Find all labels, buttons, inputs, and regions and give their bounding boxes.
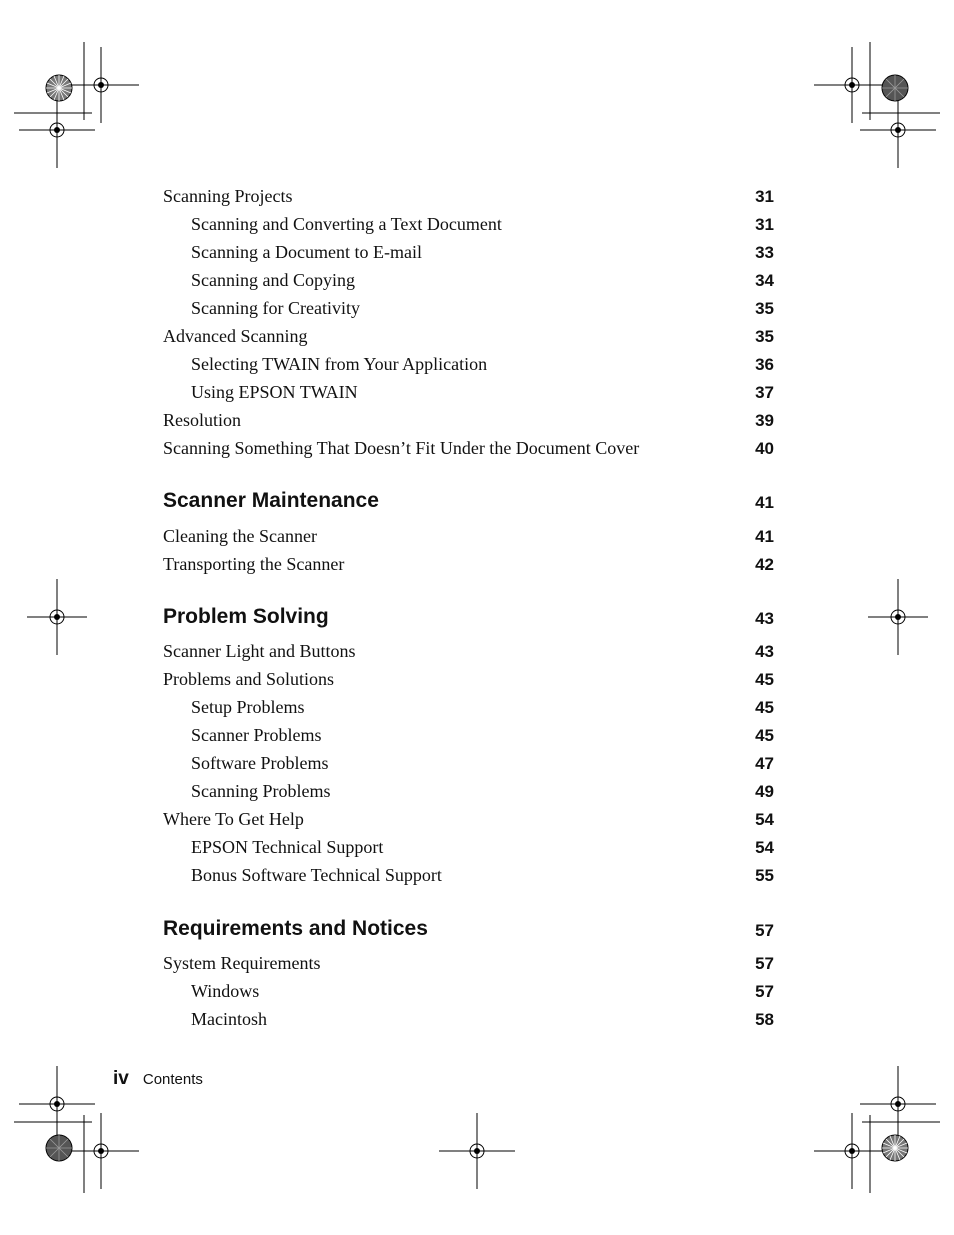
- toc-page-number: 35: [755, 327, 774, 346]
- star-target-icon: [46, 1135, 72, 1161]
- toc-page-number: 57: [755, 954, 774, 973]
- toc-chapter-heading[interactable]: [0, 605, 954, 636]
- registration-target-icon: [860, 1066, 936, 1142]
- toc-page-number: 47: [755, 754, 774, 773]
- toc-entry-title: Macintosh: [191, 1009, 267, 1029]
- toc-page-number: 40: [755, 439, 774, 458]
- star-target-icon: [882, 1135, 908, 1161]
- toc-entry[interactable]: [0, 270, 954, 298]
- star-target-icon: [882, 75, 908, 101]
- toc-entry-title: Resolution: [163, 410, 242, 430]
- toc-entry-title: Setup Problems: [191, 697, 305, 717]
- toc-entry[interactable]: [0, 1009, 954, 1037]
- registration-target-icon: [860, 92, 936, 168]
- toc-entry[interactable]: [0, 697, 954, 725]
- toc-entry-title: Scanning Problems: [191, 781, 331, 801]
- running-footer-section: Contents: [142, 1071, 203, 1088]
- toc-entry-title: Using EPSON TWAIN: [191, 382, 358, 402]
- toc-entry[interactable]: [0, 641, 954, 669]
- registration-target-icon: [814, 47, 890, 123]
- toc-page-number: 54: [755, 810, 774, 829]
- toc-entry-title: Scanner Problems: [191, 725, 322, 745]
- toc-chapter-title: Requirements and Notices: [163, 917, 428, 940]
- toc-page-number: 34: [755, 271, 774, 290]
- toc-entry[interactable]: [0, 669, 954, 697]
- toc-entry[interactable]: [0, 781, 954, 809]
- toc-entry-title: Bonus Software Technical Support: [191, 865, 442, 885]
- page-folio: iv: [113, 1068, 129, 1089]
- toc-entry-title: Scanning Something That Doesn’t Fit Under the Document Cover: [163, 438, 640, 458]
- toc-entry-title: Scanning a Document to E-mail: [191, 242, 422, 262]
- toc-page-number: 45: [755, 698, 774, 717]
- toc-entry-title: Scanning and Converting a Text Document: [191, 214, 502, 234]
- toc-entry[interactable]: [0, 354, 954, 382]
- toc-page-number: 31: [755, 215, 774, 234]
- toc-entry[interactable]: [0, 186, 954, 214]
- toc-page-number: 55: [755, 866, 774, 885]
- toc-entry[interactable]: [0, 809, 954, 837]
- toc-page-number: 41: [755, 527, 774, 546]
- toc-entry[interactable]: [0, 526, 954, 554]
- toc-page-number: 57: [755, 921, 774, 940]
- registration-target-icon: [439, 1113, 515, 1189]
- toc-entry-title: Scanning Projects: [163, 186, 293, 206]
- toc-chapter-heading[interactable]: [0, 917, 954, 948]
- toc-entry[interactable]: [0, 837, 954, 865]
- toc-page-number: 49: [755, 782, 774, 801]
- toc-page-number: 45: [755, 670, 774, 689]
- toc-entry-title: Transporting the Scanner: [163, 554, 345, 574]
- toc-entry-title: Where To Get Help: [163, 809, 304, 829]
- toc-entry[interactable]: [0, 438, 954, 466]
- toc-entry-title: Advanced Scanning: [163, 326, 308, 346]
- toc-entry[interactable]: [0, 382, 954, 410]
- page-footer: [113, 1068, 203, 1090]
- toc-page-number: 35: [755, 299, 774, 318]
- toc-entry[interactable]: [0, 298, 954, 326]
- toc-entry-title: Windows: [191, 981, 260, 1001]
- toc-chapter-title: Problem Solving: [163, 605, 329, 628]
- toc-page-number: 57: [755, 982, 774, 1001]
- toc-page-number: 31: [755, 187, 774, 206]
- toc-page-number: 36: [755, 355, 774, 374]
- toc-entry[interactable]: [0, 410, 954, 438]
- registration-target-icon: [63, 47, 139, 123]
- toc-entry-title: System Requirements: [163, 953, 321, 973]
- toc-entry-title: Scanning for Creativity: [191, 298, 360, 318]
- toc-page-number: 43: [755, 609, 774, 628]
- toc-entry[interactable]: [0, 214, 954, 242]
- toc-entry-title: Software Problems: [191, 753, 329, 773]
- toc-entry[interactable]: [0, 554, 954, 582]
- toc-entry[interactable]: [0, 953, 954, 981]
- toc-chapter-title: Scanner Maintenance: [163, 489, 379, 512]
- toc-page-number: 37: [755, 383, 774, 402]
- toc-entry-title: Scanning and Copying: [191, 270, 355, 290]
- toc-page-number: 33: [755, 243, 774, 262]
- toc-entry-title: Selecting TWAIN from Your Application: [191, 354, 488, 374]
- registration-target-icon: [63, 1113, 139, 1189]
- toc-entry[interactable]: [0, 242, 954, 270]
- toc-entry[interactable]: [0, 326, 954, 354]
- toc-entry-title: Scanner Light and Buttons: [163, 641, 356, 661]
- toc-page-number: 39: [755, 411, 774, 430]
- toc-page-number: 58: [755, 1010, 774, 1029]
- toc-entry[interactable]: [0, 865, 954, 893]
- star-target-icon: [46, 75, 72, 101]
- toc-entry-title: Cleaning the Scanner: [163, 526, 317, 546]
- toc-page-number: 43: [755, 642, 774, 661]
- toc-page-number: 41: [755, 493, 774, 512]
- toc-entry-title: Problems and Solutions: [163, 669, 335, 689]
- toc-chapter-heading[interactable]: [0, 489, 954, 520]
- toc-entry[interactable]: [0, 753, 954, 781]
- toc-entry[interactable]: [0, 725, 954, 753]
- toc-entry-title: EPSON Technical Support: [191, 837, 384, 857]
- toc-entry[interactable]: [0, 981, 954, 1009]
- toc-page-number: 45: [755, 726, 774, 745]
- toc-page-number: 42: [755, 555, 774, 574]
- registration-target-icon: [814, 1113, 890, 1189]
- toc-page-number: 54: [755, 838, 774, 857]
